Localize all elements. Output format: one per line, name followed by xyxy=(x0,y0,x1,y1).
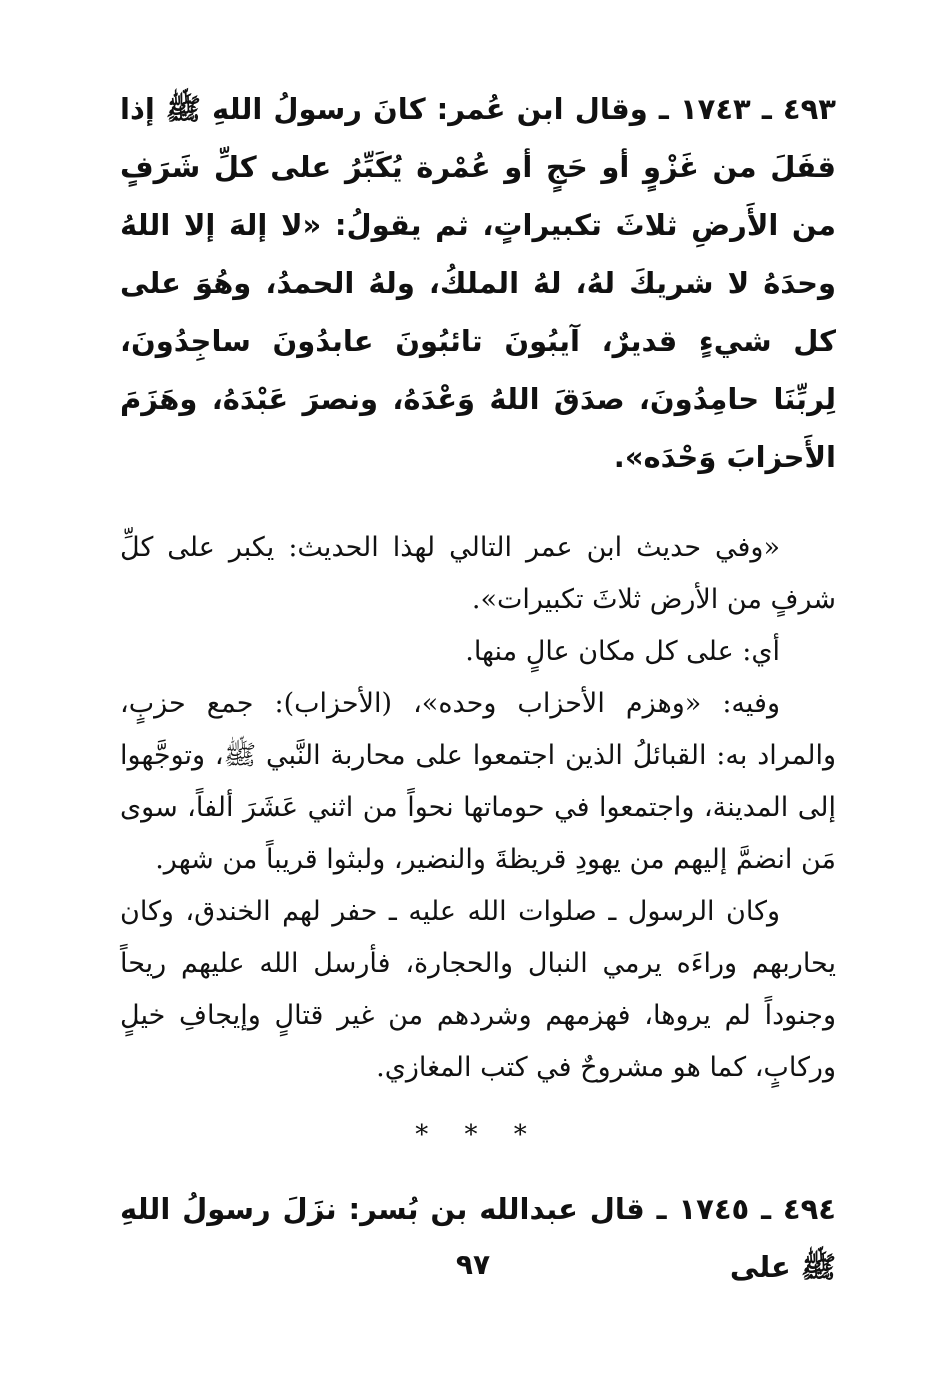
section-separator: * * * xyxy=(415,1120,541,1150)
hadith-493: ٤٩٣ ـ ١٧٤٣ ـ وقال ابن عُمر: كانَ رسولُ اللهِ ﷺ إذا قفَلَ من غَزْوٍ أو حَجٍ أو عُمْرة يُكَبِّرُ على كلِّ شَرَفٍ من الأَرضِ ثلاثَ تكبيراتٍ، ثم يقولُ: «لا إلهَ إلا اللهُ وحدَهُ لا شريكَ لهُ، لهُ الملكُ، ولهُ الحمدُ، وهُوَ على كل شيءٍ قديرٌ، آيبُونَ تائبُونَ عابدُونَ ساجِدُونَ، لِربِّنَا حامِدُونَ، صدَقَ اللهُ وَعْدَهُ، ونصرَ عَبْدَهُ، وهَزَمَ الأَحزابَ وَحْدَه». xyxy=(120,92,836,474)
commentary-paragraph: «وفي حديث ابن عمر التالي لهذا الحديث: يكبر على كلِّ شرفٍ من الأرض ثلاثَ تكبيرات». xyxy=(120,532,836,615)
hadith-494: ٤٩٤ ـ ١٧٤٥ ـ قال عبدالله بن بُسر: نزَلَ رسولُ اللهِ ﷺ على xyxy=(120,1192,836,1284)
page-number: ٩٧ xyxy=(455,1248,491,1281)
commentary-paragraph: أي: على كل مكان عالٍ منها. xyxy=(465,636,780,667)
page-body xyxy=(120,80,836,1296)
commentary-paragraph: وكان الرسول ـ صلوات الله عليه ـ حفر لهم الخندق، وكان يحاربهم وراءَه يرمي النبال والحجارة، فأرسل الله عليهم ريحاً وجنوداً لم يروها، فهزمهم وشردهم من غير قتالٍ وإيجافِ خيلٍ وركابٍ، كما هو مشروحٌ في كتب المغازي. xyxy=(120,896,836,1083)
commentary-paragraph: وفيه: «وهزم الأحزاب وحده»، (الأحزاب): جمع حزبٍ، والمراد به: القبائلُ الذين اجتمعوا على محاربة النَّبي ﷺ، وتوجَّهوا إلى المدينة، واجتمعوا في حوماتها نحواً من اثني عَشَرَ ألفاً، سوى مَن انضمَّ إليهم من يهودِ قريظةَ والنضير، ولبثوا قريباً من شهر. xyxy=(120,688,836,875)
